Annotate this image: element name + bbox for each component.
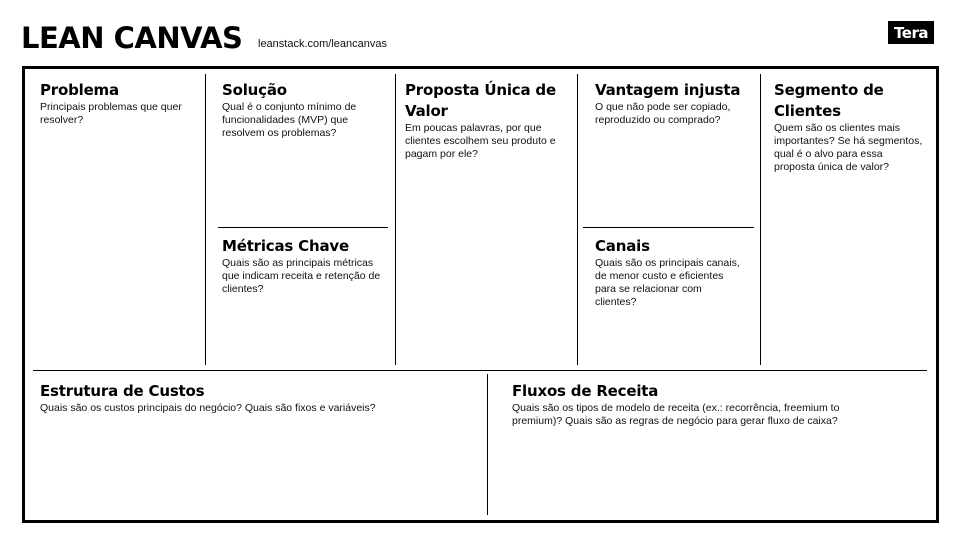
tera-logo: Tera xyxy=(888,21,934,44)
divider-vertical-4 xyxy=(760,74,761,365)
block-proposta-title: Proposta Única de Valor xyxy=(405,81,556,120)
block-segmento-prompt: Quem são os clientes mais importantes? Se há segmentos, qual é o alvo para essa proposta única de valor? xyxy=(774,122,923,173)
block-vantagem-injusta[interactable] xyxy=(595,80,745,127)
block-segmento-clientes[interactable] xyxy=(774,80,924,174)
block-metricas-prompt: Quais são as principais métricas que indicam receita e retenção de clientes? xyxy=(222,257,381,295)
divider-vertical-2 xyxy=(395,74,396,365)
block-problema-prompt: Principais problemas que quer resolver? xyxy=(40,101,182,126)
block-canais-title: Canais xyxy=(595,237,650,255)
block-canais[interactable] xyxy=(595,236,745,309)
block-problema-title: Problema xyxy=(40,81,119,99)
block-vantagem-prompt: O que não pode ser copiado, reproduzido ou comprado? xyxy=(595,101,731,126)
page-title: LEAN CANVAS xyxy=(21,21,243,55)
block-solucao-title: Solução xyxy=(222,81,287,99)
block-vantagem-title: Vantagem injusta xyxy=(595,81,741,99)
block-solucao[interactable] xyxy=(222,80,387,140)
divider-solucao-metricas xyxy=(218,227,388,228)
block-fluxos-receita[interactable] xyxy=(512,381,892,428)
divider-horizontal-main xyxy=(33,370,927,371)
block-metricas-chave[interactable] xyxy=(222,236,390,296)
block-canais-prompt: Quais são os principais canais, de menor custo e eficientes para se relacionar com clientes? xyxy=(595,257,740,308)
divider-vantagem-canais xyxy=(583,227,754,228)
divider-vertical-3 xyxy=(577,74,578,365)
block-receita-title: Fluxos de Receita xyxy=(512,382,659,400)
block-metricas-title: Métricas Chave xyxy=(222,237,349,255)
block-proposta-unica[interactable] xyxy=(405,80,570,161)
block-custos-prompt: Quais são os custos principais do negócio? Quais são fixos e variáveis? xyxy=(40,402,376,414)
source-link[interactable]: leanstack.com/leancanvas xyxy=(258,38,388,50)
block-problema[interactable] xyxy=(40,80,198,127)
block-receita-prompt: Quais são os tipos de modelo de receita (ex.: recorrência, freemium to premium)? Quais são as regras de negócio para gerar fluxo de caixa? xyxy=(512,402,840,427)
block-proposta-prompt: Em poucas palavras, por que clientes escolhem seu produto e pagam por ele? xyxy=(405,122,556,160)
divider-vertical-1 xyxy=(205,74,206,365)
block-segmento-title: Segmento de Clientes xyxy=(774,81,884,120)
block-solucao-prompt: Qual é o conjunto mínimo de funcionalidades (MVP) que resolvem os problemas? xyxy=(222,101,357,139)
divider-vertical-bottom xyxy=(487,374,488,515)
block-estrutura-custos[interactable] xyxy=(40,381,470,415)
block-custos-title: Estrutura de Custos xyxy=(40,382,205,400)
